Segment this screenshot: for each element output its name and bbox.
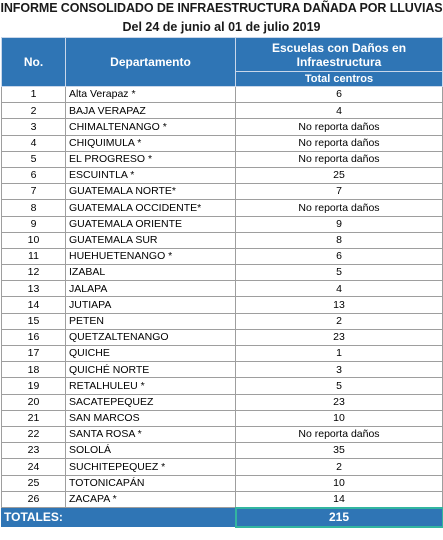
table-body: [2, 87, 443, 508]
row-total-centros: 1: [236, 346, 443, 362]
row-departamento: PETEN: [66, 313, 236, 329]
row-total-centros: 2: [236, 313, 443, 329]
row-total-centros: No reporta daños: [236, 135, 443, 151]
table-row: [2, 426, 443, 442]
table-row: [2, 103, 443, 119]
table-row: [2, 378, 443, 394]
row-number: 1: [2, 87, 66, 103]
row-number: 13: [2, 281, 66, 297]
row-departamento: QUETZALTENANGO: [66, 329, 236, 345]
row-number: 26: [2, 491, 66, 508]
row-number: 22: [2, 426, 66, 442]
table-row: [2, 459, 443, 475]
row-total-centros: 14: [236, 491, 443, 508]
row-total-centros: 6: [236, 248, 443, 264]
row-total-centros: 8: [236, 232, 443, 248]
row-number: 16: [2, 329, 66, 345]
row-total-centros: 13: [236, 297, 443, 313]
row-total-centros: 2: [236, 459, 443, 475]
table-row: [2, 184, 443, 200]
row-number: 14: [2, 297, 66, 313]
row-number: 2: [2, 103, 66, 119]
table-row: [2, 443, 443, 459]
row-total-centros: 4: [236, 103, 443, 119]
row-number: 7: [2, 184, 66, 200]
row-total-centros: 5: [236, 378, 443, 394]
table-row: [2, 297, 443, 313]
column-header-escuelas-label: Escuelas con Daños en Infraestructura: [271, 40, 407, 69]
row-departamento: GUATEMALA NORTE*: [66, 184, 236, 200]
row-total-centros: No reporta daños: [236, 200, 443, 216]
row-total-centros: No reporta daños: [236, 119, 443, 135]
table-row: [2, 281, 443, 297]
row-total-centros: 10: [236, 410, 443, 426]
row-departamento: GUATEMALA SUR: [66, 232, 236, 248]
column-header-escuelas: [236, 38, 443, 72]
row-departamento: ESCUINTLA *: [66, 167, 236, 183]
row-departamento: JUTIAPA: [66, 297, 236, 313]
row-number: 11: [2, 248, 66, 264]
row-total-centros: 35: [236, 443, 443, 459]
table-row: [2, 313, 443, 329]
row-number: 12: [2, 265, 66, 281]
row-number: 23: [2, 443, 66, 459]
table-row: [2, 362, 443, 378]
row-departamento: SACATEPEQUEZ: [66, 394, 236, 410]
table-row: [2, 491, 443, 508]
row-departamento: QUICHE: [66, 346, 236, 362]
row-number: 24: [2, 459, 66, 475]
row-departamento: TOTONICAPÁN: [66, 475, 236, 491]
column-header-no: No.: [2, 38, 66, 87]
row-departamento: QUICHÉ NORTE: [66, 362, 236, 378]
row-total-centros: No reporta daños: [236, 426, 443, 442]
row-total-centros: 10: [236, 475, 443, 491]
table-row: [2, 200, 443, 216]
row-number: 4: [2, 135, 66, 151]
row-number: 3: [2, 119, 66, 135]
table-row: [2, 167, 443, 183]
row-departamento: EL PROGRESO *: [66, 151, 236, 167]
table-row: [2, 475, 443, 491]
table-row: [2, 216, 443, 232]
row-departamento: Alta Verapaz *: [66, 87, 236, 103]
row-departamento: SANTA ROSA *: [66, 426, 236, 442]
row-number: 20: [2, 394, 66, 410]
row-departamento: GUATEMALA OCCIDENTE*: [66, 200, 236, 216]
column-header-departamento: Departamento: [66, 38, 236, 87]
row-departamento: CHIQUIMULA *: [66, 135, 236, 151]
row-number: 6: [2, 167, 66, 183]
table-row: [2, 248, 443, 264]
row-number: 15: [2, 313, 66, 329]
table-row: [2, 232, 443, 248]
row-number: 25: [2, 475, 66, 491]
row-departamento: ZACAPA *: [66, 491, 236, 508]
row-departamento: SAN MARCOS: [66, 410, 236, 426]
row-departamento: JALAPA: [66, 281, 236, 297]
row-departamento: SOLOLÁ: [66, 443, 236, 459]
row-total-centros: 6: [236, 87, 443, 103]
table-row: [2, 151, 443, 167]
infrastructure-table: [1, 37, 443, 528]
row-total-centros: 5: [236, 265, 443, 281]
row-total-centros: No reporta daños: [236, 151, 443, 167]
row-total-centros: 7: [236, 184, 443, 200]
row-total-centros: 3: [236, 362, 443, 378]
row-departamento: GUATEMALA ORIENTE: [66, 216, 236, 232]
table-row: [2, 394, 443, 410]
table-row: [2, 410, 443, 426]
row-number: 5: [2, 151, 66, 167]
column-header-total-centros: Total centros: [236, 72, 443, 87]
row-number: 21: [2, 410, 66, 426]
table-row: [2, 119, 443, 135]
row-number: 19: [2, 378, 66, 394]
row-departamento: HUEHUETENANGO *: [66, 248, 236, 264]
row-number: 9: [2, 216, 66, 232]
row-number: 10: [2, 232, 66, 248]
row-number: 8: [2, 200, 66, 216]
row-total-centros: 4: [236, 281, 443, 297]
row-departamento: BAJA VERAPAZ: [66, 103, 236, 119]
report-title: INFORME CONSOLIDADO DE INFRAESTRUCTURA DAÑADA POR LLUVIAS: [0, 1, 443, 15]
row-departamento: CHIMALTENANGO *: [66, 119, 236, 135]
table-row: [2, 87, 443, 103]
row-number: 18: [2, 362, 66, 378]
table-row: [2, 329, 443, 345]
totals-label: TOTALES:: [2, 508, 236, 527]
row-total-centros: 23: [236, 329, 443, 345]
table-row: [2, 265, 443, 281]
totals-row: [2, 508, 443, 527]
row-total-centros: 9: [236, 216, 443, 232]
totals-value: 215: [236, 508, 443, 527]
table-row: [2, 346, 443, 362]
row-total-centros: 25: [236, 167, 443, 183]
row-departamento: SUCHITEPEQUEZ *: [66, 459, 236, 475]
row-number: 17: [2, 346, 66, 362]
row-departamento: IZABAL: [66, 265, 236, 281]
row-departamento: RETALHULEU *: [66, 378, 236, 394]
report-subtitle: Del 24 de junio al 01 de julio 2019: [122, 20, 321, 34]
table-row: [2, 135, 443, 151]
row-total-centros: 23: [236, 394, 443, 410]
